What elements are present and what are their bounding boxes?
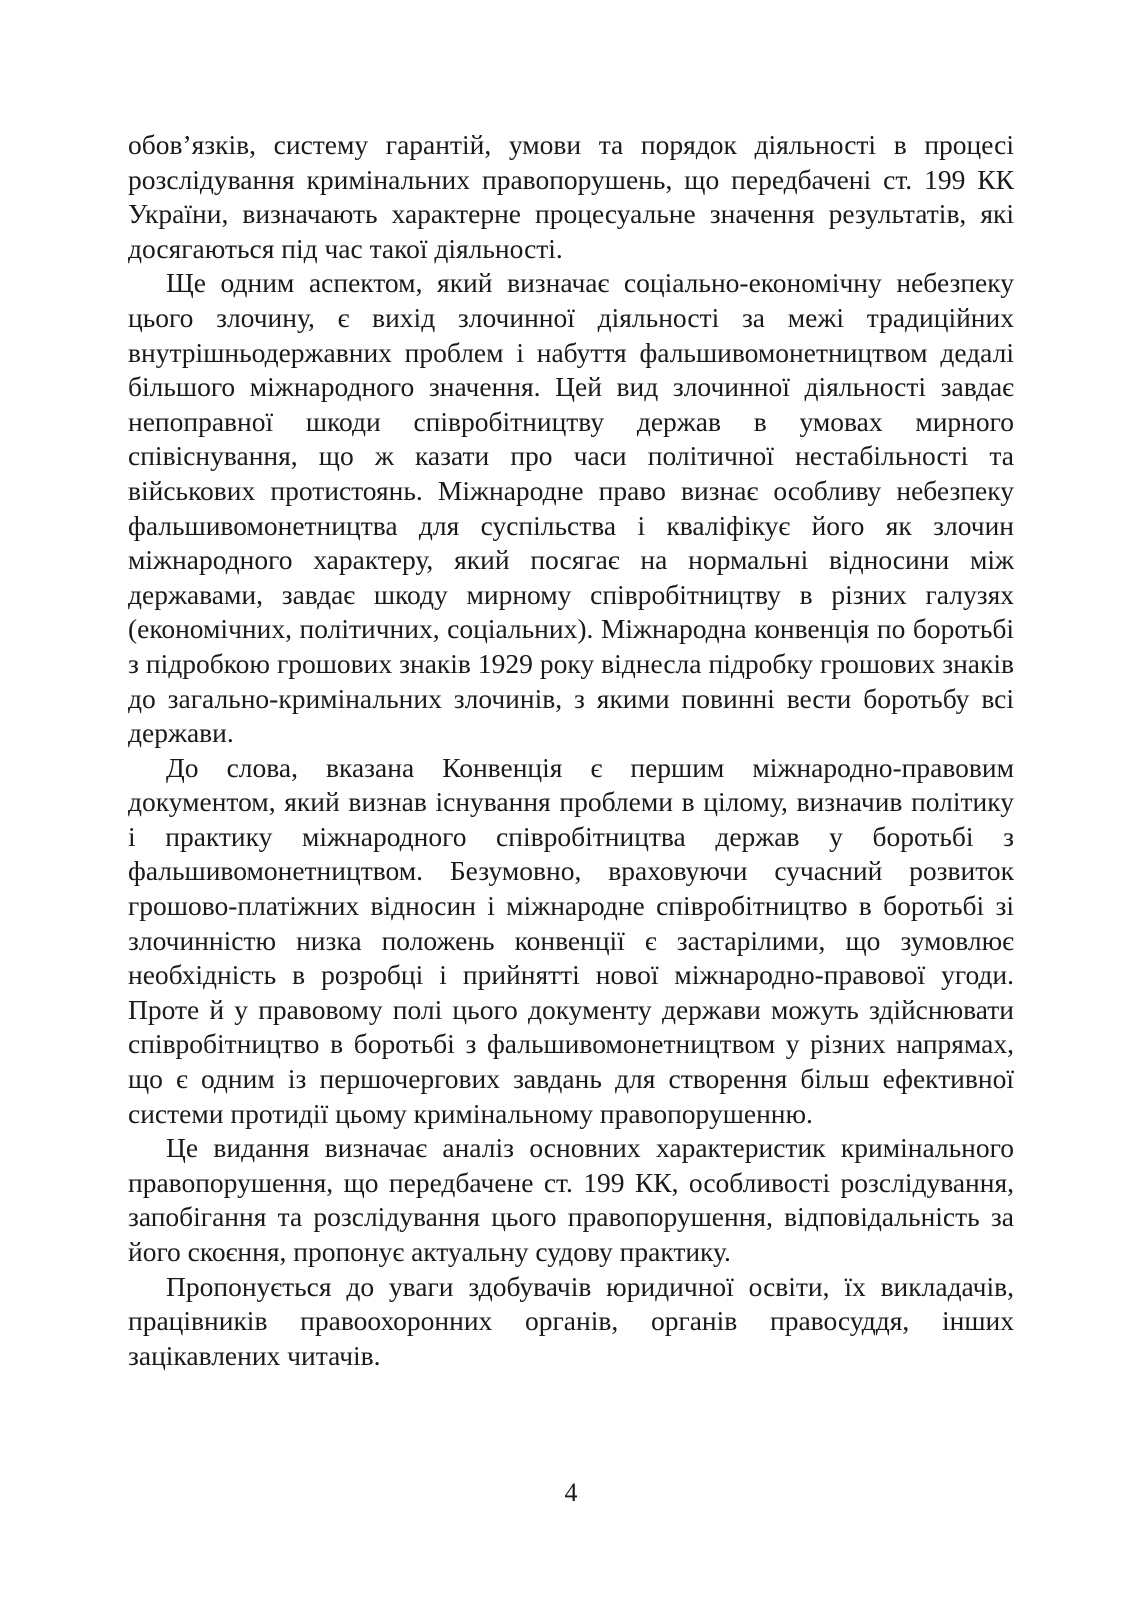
paragraph-continuation: обов’язків, систему гарантій, умови та порядок діяльності в процесі розслідування кримінальних правопорушень, що передбачені ст. 199 КК України, визначають характерне процесуальне значення результатів, які досягаються під час такої діяльності. (128, 129, 1014, 264)
paragraph-audience: Пропонується до уваги здобувачів юридичної освіти, їх викладачів, працівників правоохоронних органів, органів правосуддя, інших зацікавлених читачів. (128, 1270, 1014, 1371)
document-body (128, 128, 1014, 1373)
paragraph-international-danger: Ще одним аспектом, який визначає соціально-економічну небезпеку цього злочину, є вихід злочинної діяльності за межі традиційних внутрішньодержавних проблем і набуття фальшивомонетництвом дедалі більшого міжнародного значення. Цей вид злочинної діяльності завдає непоправної шкоди співробітництву держав в умовах мирного співіснування, що ж казати про часи політичної нестабільності та військових протистоянь. Міжнародне право визнає особливу небезпеку фальшивомонетництва для суспільства і кваліфікує його як злочин міжнародного характеру, який посягає на нормальні відносини між державами, завдає шкоду мирному співробітництву в різних галузях (економічних, політичних, соціальних). Міжнародна конвенція по боротьбі з підробкою грошових знаків 1929 року віднесла підробку грошових знаків до загально-кримінальних злочинів, з якими повинні вести боротьбу всі держави. (128, 267, 1014, 749)
page-number: 4 (564, 1478, 578, 1507)
paragraph-publication-scope: Це видання визначає аналіз основних характеристик кримінального правопорушення, що передбачене ст. 199 КК, особливості розслідування, запобігання та розслідування цього правопорушення, відповідальність за його скоєння, пропонує актуальну судову практику. (128, 1132, 1014, 1267)
paragraph-convention: До слова, вказана Конвенція є першим міжнародно-правовим документом, який визнав існування проблеми в цілому, визначив політику і практику міжнародного співробітництва держав у боротьбі з фальшивомонетництвом. Безумовно, враховуючи сучасний розвиток грошово-платіжних відносин і міжнародне співробітництво в боротьбі зі злочинністю низка положень конвенції є застарілими, що зумовлює необхідність в розробці і прийнятті нової міжнародно-правової угоди. Проте й у правовому полі цього документу держави можуть здійснювати співробітництво в боротьбі з фальшивомонетництвом у різних напрямах, що є одним із першочергових завдань для створення більш ефективної системи протидії цьому кримінальному правопорушенню. (128, 751, 1014, 1129)
